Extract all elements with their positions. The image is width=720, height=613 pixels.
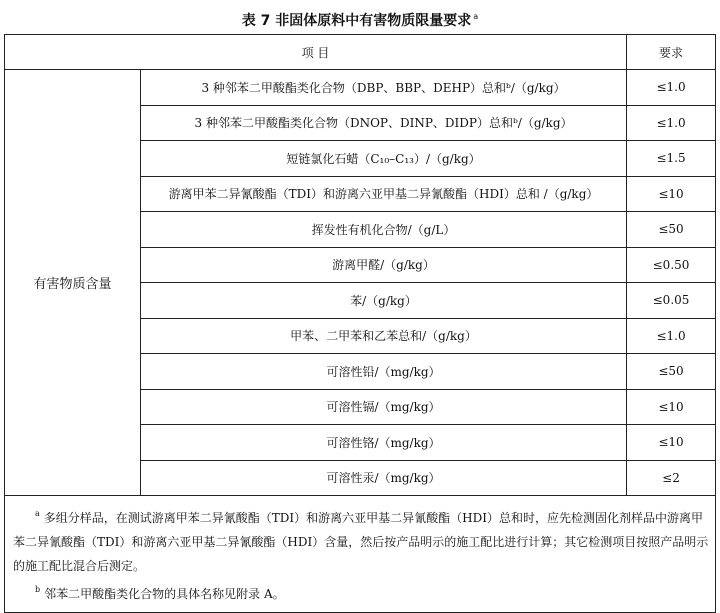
footnote-mark: a [35,509,40,518]
header-item-label: 项 目 [301,45,330,60]
item-cell: 挥发性有机化合物/（g/L） [141,212,627,248]
requirement-cell: ≤50 [627,212,716,248]
footnote-text: 邻苯二甲酸酯类化合物的具体名称见附录 A。 [44,587,285,601]
footnote-mark: b [35,585,41,594]
item-cell: 可溶性铅/（mg/kg） [141,354,627,390]
requirement-cell: ≤10 [627,176,716,212]
item-cell: 3 种邻苯二甲酸酯类化合物（DBP、BBP、DEHP）总和ᵇ/（g/kg） [141,70,627,106]
requirement-cell: ≤50 [627,354,716,390]
requirement-cell: ≤1.0 [627,70,716,106]
item-cell: 3 种邻苯二甲酸酯类化合物（DNOP、DINP、DIDP）总和ᵇ/（g/kg） [141,105,627,141]
notes-row [5,496,716,613]
item-cell: 苯/（g/kg） [141,283,627,319]
requirement-cell: ≤0.50 [627,247,716,283]
table-title [0,6,720,28]
requirement-cell: ≤1.0 [627,105,716,141]
item-cell: 可溶性铬/（mg/kg） [141,425,627,461]
item-cell: 游离甲苯二异氰酸酯（TDI）和游离六亚甲基二异氰酸酯（HDI）总和 /（g/kg） [141,176,627,212]
requirement-cell: ≤10 [627,425,716,461]
header-item [5,35,627,70]
requirement-cell: ≤0.05 [627,283,716,319]
item-cell: 甲苯、二甲苯和乙苯总和/（g/kg） [141,318,627,354]
header-row [5,35,716,70]
requirement-cell: ≤2 [627,460,716,496]
footnotes [5,496,716,613]
item-cell: 可溶性汞/（mg/kg） [141,460,627,496]
header-requirement [627,35,716,70]
item-cell: 短链氯化石蜡（C₁₀–C₁₃）/（g/kg） [141,141,627,177]
title-footnote-mark: a [473,12,479,21]
requirement-cell: ≤1.5 [627,141,716,177]
requirement-cell: ≤10 [627,389,716,425]
group-label: 有害物质含量 [5,70,141,496]
limits-table [4,34,716,613]
footnote [13,578,711,606]
footnote-text: 多组分样品，在测试游离甲苯二异氰酸酯（TDI）和游离六亚甲基二异氰酸酯（HDI）总和时，应先检测固化剂样品中游离甲苯二异氰酸酯（TDI）和游离六亚甲基二异氰酸酯（HDI）含量，然后按产品明示的施工配比进行计算；其它检测项目按照产品明示的施工配比混合后测定。 [13,511,709,573]
footnote [13,502,711,578]
table-row [5,70,716,106]
requirement-cell: ≤1.0 [627,318,716,354]
item-cell: 可溶性镉/（mg/kg） [141,389,627,425]
header-requirement-label: 要求 [659,45,684,60]
table-title-text: 表 7 非固体原料中有害物质限量要求 [241,13,472,29]
item-cell: 游离甲醛/（g/kg） [141,247,627,283]
